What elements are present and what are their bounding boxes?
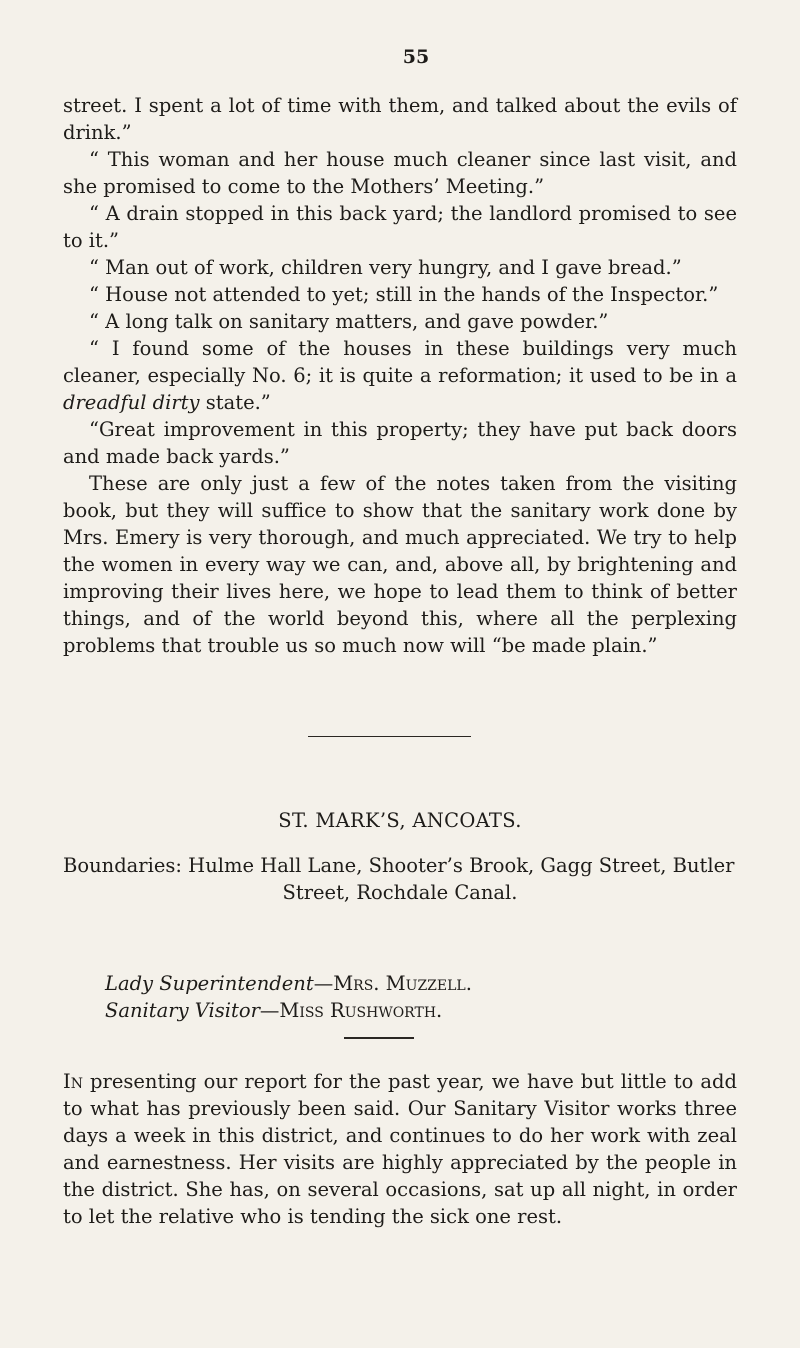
- boundaries: [63, 852, 737, 906]
- short-divider: [344, 1037, 414, 1039]
- paragraph: “ A drain stopped in this back yard; the landlord promised to see to it.”: [63, 202, 737, 252]
- section-divider: [308, 736, 471, 737]
- boundaries-label: Boundaries:: [63, 854, 182, 877]
- staff-name: Mrs. Muzzell.: [333, 972, 472, 995]
- page-number: 55: [402, 46, 430, 68]
- report: [63, 1068, 737, 1230]
- staff-superintendent: [105, 970, 472, 997]
- report-paragraph: [63, 1068, 737, 1230]
- report-text: presenting our report for the past year, we have but little to add to what has previously been said. Our Sanitary Visitor works three days a week in this district, and continues to do her work with zeal and earnestness. Her visits are highly appreciated by the people in the district. She has, on several occasions, sat up all night, in order to let the relative who is tending the sick one rest.: [63, 1070, 737, 1228]
- paragraph: street. I spent a lot of time with them, and talked about the evils of drink.”: [63, 94, 737, 144]
- section-title: ST. MARK’S, ANCOATS.: [278, 809, 522, 832]
- dash: —: [259, 999, 280, 1022]
- paragraph-summary: These are only just a few of the notes taken from the visiting book, but they will suffice to show that the sanitary work done by Mrs. Emery is very thorough, and much appreciated. We try to help the women in every way we can, and, above all, by brightening and improving their lives here, we hope to lead them to think of better things, and of the world beyond this, where all the perplexing problems that trouble us so much now will “be made plain.”: [63, 472, 737, 657]
- paragraph: “ This woman and her house much cleaner since last visit, and she promised to come to the Mothers’ Meeting.”: [63, 148, 737, 198]
- paragraph-cleaner: [63, 335, 737, 416]
- staff-visitor: [105, 997, 472, 1024]
- report-first-word: In: [63, 1070, 83, 1093]
- paragraph: “ House not attended to yet; still in the hands of the Inspector.”: [89, 283, 719, 306]
- boundaries-line2: Street, Rochdale Canal.: [282, 881, 518, 904]
- boundaries-line1: Hulme Hall Lane, Shooter’s Brook, Gagg Street, Butler: [181, 854, 735, 877]
- paragraph: “ A long talk on sanitary matters, and gave powder.”: [89, 310, 609, 333]
- paragraph: “Great improvement in this property; they have put back doors and made back yards.”: [63, 418, 737, 468]
- italic-text: dreadful dirty: [63, 391, 200, 414]
- text-span: state.”: [199, 391, 271, 414]
- role-label: Lady Superintendent: [105, 972, 314, 995]
- role-label: Sanitary Visitor: [105, 999, 260, 1022]
- dash: —: [313, 972, 334, 995]
- paragraph: “ Man out of work, children very hungry, and I gave bread.”: [89, 256, 682, 279]
- visiting-notes: [63, 92, 737, 659]
- staff-list: [105, 970, 472, 1024]
- text-span: “ I found some of the houses in these buildings very much cleaner, especially No. 6; it is quite a reformation; it used to be in a: [63, 337, 737, 387]
- staff-name: Miss Rushworth.: [279, 999, 443, 1022]
